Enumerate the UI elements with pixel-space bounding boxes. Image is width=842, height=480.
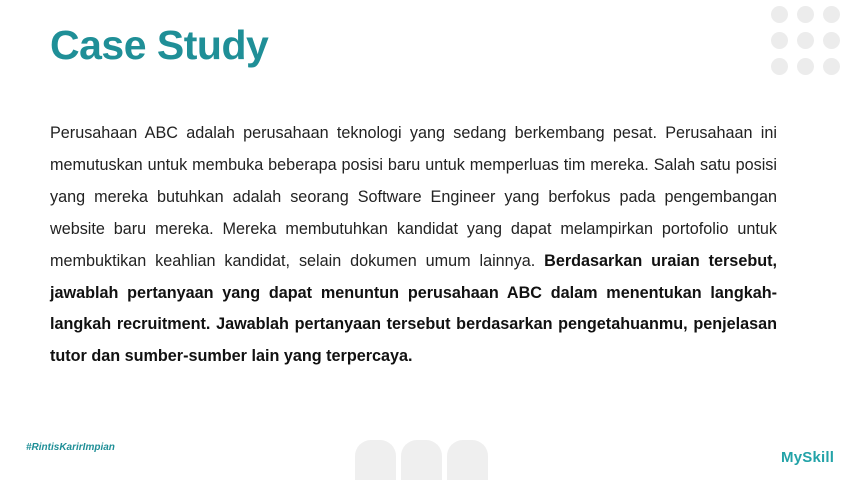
decorative-tab-shapes <box>355 440 488 480</box>
decor-tab <box>355 440 396 480</box>
decor-dot <box>823 6 840 23</box>
decor-dot <box>797 32 814 49</box>
decor-dot <box>797 58 814 75</box>
decor-dot <box>771 6 788 23</box>
decor-dot <box>771 58 788 75</box>
decor-dot <box>797 6 814 23</box>
footer-hashtag: #RintisKarirImpian <box>26 442 115 453</box>
decor-tab <box>447 440 488 480</box>
case-study-paragraph <box>50 118 777 373</box>
myskill-logo: MySkill <box>781 449 835 466</box>
decorative-dot-grid <box>771 6 842 75</box>
decor-dot <box>823 32 840 49</box>
decor-dot <box>823 58 840 75</box>
decor-tab <box>401 440 442 480</box>
slide-title: Case Study <box>50 22 269 68</box>
paragraph-regular-text: Perusahaan ABC adalah perusahaan teknologi yang sedang berkembang pesat. Perusahaan ini memutuskan untuk membuka beberapa posisi baru untuk memperluas tim mereka. Salah satu posisi yang mereka butuhkan adalah seorang Software Engineer yang berfokus pada pengembangan website baru mereka. Mereka membutuhkan kandidat yang dapat melampirkan portofolio untuk membuktikan keahlian kandidat, selain dokumen umum lainnya. <box>50 124 777 270</box>
decor-dot <box>771 32 788 49</box>
paragraph-bold-text: Berdasarkan uraian tersebut, jawablah pertanyaan yang dapat menuntun perusahaan ABC dalam menentukan langkah-langkah recruitment. Jawablah pertanyaan tersebut berdasarkan pengetahuanmu, penjelasan tutor dan sumber-sumber lain yang terpercaya. <box>50 251 777 366</box>
